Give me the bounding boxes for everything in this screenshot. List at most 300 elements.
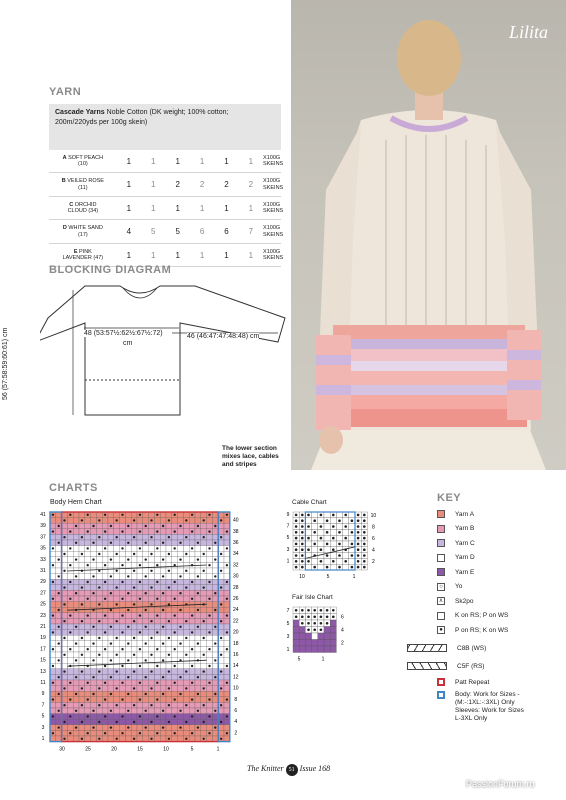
- chart-cell: [102, 551, 108, 557]
- purl-dot: [313, 566, 316, 569]
- yarn-letter: A: [62, 154, 67, 161]
- chart-cell: [125, 652, 131, 658]
- chart-cell: [137, 691, 143, 697]
- chart-cell: [183, 680, 189, 686]
- sleeve-dimension: 46 (46:47:47:48:48) cm: [187, 333, 260, 340]
- yarn-colour-name: PINK: [79, 248, 92, 255]
- chart-cell: [312, 547, 318, 553]
- yarn-row: [49, 197, 284, 220]
- chart-cell: [218, 714, 224, 720]
- purl-dot: [226, 648, 228, 650]
- key-label: P on RS; K on WS: [455, 626, 509, 634]
- chart-cell: [120, 557, 126, 563]
- yarn-quantity: 5: [151, 227, 156, 236]
- purl-dot: [214, 558, 216, 560]
- purl-dot: [92, 542, 94, 544]
- chart-cell: [224, 725, 230, 731]
- purl-dot: [156, 530, 158, 532]
- chart-cell: [154, 518, 160, 524]
- chart-cell: [125, 686, 131, 692]
- chart-cell: [91, 579, 97, 585]
- chart-cell: [137, 674, 143, 680]
- yarn-row: [49, 150, 284, 173]
- chart-cell: [293, 646, 299, 653]
- chart-tick-label: 2: [372, 559, 375, 566]
- chart-cell: [166, 663, 172, 669]
- purl-dot: [197, 525, 199, 527]
- purl-dot: [133, 586, 135, 588]
- chart-cell: [166, 562, 172, 568]
- purl-dot: [162, 558, 164, 560]
- purl-dot: [81, 603, 83, 605]
- chart-cell: [73, 630, 79, 636]
- purl-dot: [203, 586, 205, 588]
- chart-cell: [114, 579, 120, 585]
- chart-cell: [85, 574, 91, 580]
- chart-cell: [160, 736, 166, 742]
- chart-cell: [120, 540, 126, 546]
- chart-cell: [125, 618, 131, 624]
- chart-cell: [120, 534, 126, 540]
- purl-dot: [295, 537, 298, 540]
- chart-cell: [79, 697, 85, 703]
- yarn-quantity: 1: [248, 156, 254, 166]
- chart-cell: [131, 579, 137, 585]
- purl-dot: [332, 560, 335, 563]
- chart-cell: [154, 674, 160, 680]
- chart-cell: [212, 652, 218, 658]
- chart-tick-label: 21: [40, 624, 46, 630]
- chart-cell: [172, 725, 178, 731]
- chart-cell: [201, 641, 207, 647]
- purl-dot: [185, 586, 187, 588]
- yarn-name: [49, 249, 117, 262]
- purl-dot: [208, 715, 210, 717]
- purl-dot: [133, 687, 135, 689]
- key-label: Yo: [455, 583, 463, 590]
- chart-cell: [85, 602, 91, 608]
- chart-cell: [166, 646, 172, 652]
- chart-tick-label: 35: [40, 545, 46, 552]
- chart-cell: [131, 557, 137, 563]
- purl-dot: [338, 543, 341, 546]
- purl-dot: [150, 704, 152, 706]
- chart-cell: [67, 652, 73, 658]
- purl-dot: [75, 525, 77, 527]
- chart-cell: [50, 585, 56, 591]
- chart-cell: [154, 585, 160, 591]
- chart-cell: [166, 680, 172, 686]
- chart-cell: [305, 529, 311, 535]
- chart-cell: [67, 574, 73, 580]
- purl-dot: [301, 615, 304, 618]
- chart-cell: [67, 618, 73, 624]
- chart-tick-label: 1: [216, 746, 220, 753]
- chart-tick-label: 1: [286, 558, 290, 565]
- chart-cell: [154, 568, 160, 574]
- chart-cell: [324, 627, 330, 634]
- purl-dot: [75, 592, 77, 594]
- chart-tick-label: 9: [286, 512, 290, 518]
- purl-dot: [110, 710, 112, 712]
- chart-cell: [218, 613, 224, 619]
- chart-cell: [343, 564, 349, 570]
- chart-cell: [207, 652, 213, 658]
- chart-cell: [137, 635, 143, 641]
- purl-dot: [220, 620, 222, 622]
- chart-tick-label: 26: [233, 596, 239, 602]
- chart-cell: [189, 736, 195, 742]
- chart-cell: [79, 714, 85, 720]
- chart-cell: [183, 646, 189, 652]
- purl-dot: [81, 586, 83, 588]
- purl-dot: [191, 698, 193, 700]
- purl-dot: [92, 676, 94, 678]
- chart-cell: [178, 546, 184, 552]
- chart-cell: [330, 620, 336, 627]
- purl-dot: [185, 738, 187, 740]
- purl-dot: [185, 637, 187, 639]
- yarn-unit: [263, 154, 284, 168]
- purl-dot: [174, 732, 176, 734]
- chart-cell: [154, 669, 160, 675]
- chart-cell: [108, 686, 114, 692]
- purl-dot: [81, 553, 83, 555]
- chart-cell: [73, 680, 79, 686]
- chart-cell: [178, 585, 184, 591]
- chart-cell: [56, 669, 62, 675]
- chart-cell: [224, 557, 230, 563]
- purl-dot: [116, 721, 118, 723]
- key-item: [437, 676, 489, 688]
- purl-dot: [127, 592, 129, 594]
- purl-dot: [332, 609, 335, 612]
- chart-cell: [195, 652, 201, 658]
- chart-cell: [137, 551, 143, 557]
- chart-cell: [96, 590, 102, 596]
- purl-dot: [92, 592, 94, 594]
- chart-cell: [224, 568, 230, 574]
- chart-cell: [149, 546, 155, 552]
- chart-cell: [137, 624, 143, 630]
- chart-cell: [108, 596, 114, 602]
- key-label: Yarn A: [455, 510, 475, 518]
- purl-dot: [320, 548, 323, 551]
- chart-cell: [102, 534, 108, 540]
- purl-dot: [301, 566, 304, 569]
- purl-dot: [104, 614, 106, 616]
- purl-dot: [75, 558, 77, 560]
- purl-dot: [63, 536, 65, 538]
- yarn-name: [49, 225, 117, 238]
- chart-cell: [195, 529, 201, 535]
- chart-cell: [178, 596, 184, 602]
- chart-cell: [183, 579, 189, 585]
- purl-dot: [52, 614, 54, 616]
- chart-tick-label: 16: [233, 652, 239, 658]
- chart-cell: [56, 652, 62, 658]
- purl-dot: [58, 726, 60, 728]
- purl-dot: [168, 586, 170, 588]
- purl-dot: [214, 525, 216, 527]
- purl-dot: [332, 537, 335, 540]
- chart-cell: [125, 551, 131, 557]
- chart-cell: [172, 602, 178, 608]
- purl-dot: [226, 581, 228, 583]
- purl-dot: [168, 721, 170, 723]
- chart-tick-label: 6: [234, 708, 238, 714]
- purl-dot: [145, 609, 147, 611]
- chart-cell: [56, 546, 62, 552]
- purl-dot: [168, 536, 170, 538]
- chart-cell: [62, 596, 68, 602]
- chart-cell: [207, 590, 213, 596]
- chart-cell: [114, 641, 120, 647]
- chart-tick-label: 14: [233, 663, 239, 670]
- chart-cell: [195, 613, 201, 619]
- chart-cell: [178, 652, 184, 658]
- chart-cell: [293, 640, 299, 647]
- purl-dot: [121, 665, 123, 667]
- purl-dot: [185, 687, 187, 689]
- chart-cell: [218, 630, 224, 636]
- chart-cell: [212, 568, 218, 574]
- chart-cell: [149, 579, 155, 585]
- purl-dot: [104, 564, 106, 566]
- footer: [247, 764, 330, 776]
- purl-dot: [156, 665, 158, 667]
- chart-cell: [330, 529, 336, 535]
- chart-cell: [160, 663, 166, 669]
- chart-cell: [96, 557, 102, 563]
- purl-dot: [203, 553, 205, 555]
- purl-dot: [69, 715, 71, 717]
- yarn-name: [49, 202, 117, 215]
- purl-dot: [87, 581, 89, 583]
- purl-dot: [168, 620, 170, 622]
- chart-cell: [131, 663, 137, 669]
- purl-dot: [150, 586, 152, 588]
- purl-dot: [220, 586, 222, 588]
- chart-cell: [183, 630, 189, 636]
- chart-cell: [201, 708, 207, 714]
- chart-cell: [212, 551, 218, 557]
- key-item: [437, 660, 484, 672]
- purl-dot: [179, 726, 181, 728]
- purl-dot: [139, 564, 141, 566]
- chart-cell: [189, 518, 195, 524]
- chart-cell: [172, 669, 178, 675]
- chart-tick-label: 36: [233, 540, 239, 546]
- purl-dot: [185, 519, 187, 521]
- chart-cell: [201, 607, 207, 613]
- key-item: [437, 642, 486, 654]
- purl-dot: [127, 626, 129, 628]
- chart-cell: [189, 557, 195, 563]
- purl-dot: [87, 530, 89, 532]
- purl-dot: [104, 698, 106, 700]
- page-number: 51: [286, 764, 298, 776]
- chart-cell: [67, 669, 73, 675]
- purl-dot: [226, 514, 228, 516]
- chart-cell: [143, 736, 149, 742]
- purl-dot: [156, 564, 158, 566]
- chart-cell: [125, 596, 131, 602]
- chart-cell: [195, 585, 201, 591]
- purl-dot: [81, 687, 83, 689]
- chart-cell: [85, 618, 91, 624]
- purl-dot: [338, 519, 341, 522]
- chart-cell: [154, 691, 160, 697]
- chart-cell: [166, 630, 172, 636]
- chart-cell: [102, 736, 108, 742]
- chart-cell: [85, 669, 91, 675]
- purl-dot: [313, 622, 316, 625]
- chart-cell: [120, 686, 126, 692]
- chart-cell: [125, 546, 131, 552]
- chart-cell: [189, 568, 195, 574]
- chart-cell: [201, 630, 207, 636]
- chart-cell: [62, 714, 68, 720]
- chart-cell: [56, 602, 62, 608]
- chart-cell: [207, 551, 213, 557]
- chart-cell: [73, 529, 79, 535]
- purl-dot: [156, 732, 158, 734]
- chart-cell: [91, 697, 97, 703]
- chart-cell: [73, 562, 79, 568]
- chart-cell: [224, 607, 230, 613]
- chart-cell: [120, 624, 126, 630]
- purl-dot: [214, 609, 216, 611]
- purl-dot: [104, 665, 106, 667]
- purl-dot: [301, 531, 304, 534]
- unit-line: X100G: [263, 248, 281, 255]
- purl-dot: [110, 575, 112, 577]
- chart-cell: [125, 585, 131, 591]
- purl-dot: [98, 704, 100, 706]
- purl-dot: [208, 648, 210, 650]
- chart-cell: [56, 529, 62, 535]
- chart-cell: [85, 691, 91, 697]
- chart-cell: [201, 714, 207, 720]
- chart-cell: [312, 646, 318, 653]
- chart-cell: [85, 551, 91, 557]
- chart-cell: [172, 574, 178, 580]
- purl-dot: [220, 519, 222, 521]
- chart-cell: [131, 512, 137, 518]
- purl-dot: [156, 648, 158, 650]
- purl-dot: [174, 715, 176, 717]
- purl-dot: [150, 536, 152, 538]
- chart-cell: [50, 534, 56, 540]
- chart-tick-label: 10: [370, 512, 377, 519]
- purl-dot: [121, 564, 123, 566]
- purl-dot: [357, 525, 360, 528]
- purl-dot: [191, 547, 193, 549]
- purl-dot: [58, 693, 60, 695]
- purl-dot: [133, 620, 135, 622]
- purl-dot: [226, 631, 228, 633]
- purl-dot: [208, 665, 210, 667]
- chart-tick-label: 12: [233, 674, 239, 681]
- chart-cell: [330, 633, 336, 640]
- purl-dot: [104, 514, 106, 516]
- chart-cell: [73, 579, 79, 585]
- chart-cell: [224, 574, 230, 580]
- chart-cell: [224, 674, 230, 680]
- chart-cell: [67, 557, 73, 563]
- purl-dot: [307, 560, 310, 563]
- chart-cell: [108, 646, 114, 652]
- purl-dot: [168, 704, 170, 706]
- chart-cell: [62, 674, 68, 680]
- chart-cell: [224, 590, 230, 596]
- purl-dot: [174, 682, 176, 684]
- chart-cell: [108, 714, 114, 720]
- chart-cell: [178, 529, 184, 535]
- purl-dot: [69, 631, 71, 633]
- chart-cell: [149, 607, 155, 613]
- chart-cell: [166, 697, 172, 703]
- chart-cell: [96, 658, 102, 664]
- chart-cell: [62, 624, 68, 630]
- chart-tick-label: 33: [40, 556, 46, 563]
- purl-dot: [92, 693, 94, 695]
- chart-cell: [125, 534, 131, 540]
- cable-chart: [283, 508, 393, 583]
- yarn-row: [49, 174, 284, 197]
- chart-cell: [73, 512, 79, 518]
- chart-cell: [207, 602, 213, 608]
- blocking-heading: BLOCKING DIAGRAM: [49, 264, 172, 276]
- purl-dot: [116, 519, 118, 521]
- chart-cell: [160, 646, 166, 652]
- chart-cell: [125, 562, 131, 568]
- chart-cell: [50, 674, 56, 680]
- purl-dot: [197, 575, 199, 577]
- chart-cell: [120, 618, 126, 624]
- chart-tick-label: 1: [352, 574, 356, 580]
- chart-cell: [149, 613, 155, 619]
- purl-dot: [174, 614, 176, 616]
- chart-cell: [96, 714, 102, 720]
- chart-cell: [293, 627, 299, 634]
- yarn-unit: [263, 225, 284, 238]
- purl-dot: [174, 547, 176, 549]
- purl-dot: [326, 519, 329, 522]
- yarn-name: [49, 178, 117, 191]
- chart-tick-label: 10: [299, 574, 305, 580]
- purl-dot: [226, 614, 228, 616]
- chart-cell: [154, 725, 160, 731]
- chart-cell: [114, 613, 120, 619]
- chart-cell: [330, 564, 336, 570]
- purl-dot: [357, 519, 360, 522]
- yarn-desc-line2: 200m/220yds per 100g skein): [55, 119, 148, 126]
- chart-cell: [79, 613, 85, 619]
- chart-cell: [160, 518, 166, 524]
- chart-cell: [56, 702, 62, 708]
- chart-tick-label: 8: [234, 696, 238, 703]
- purl-dot: [208, 682, 210, 684]
- chart-cell: [160, 534, 166, 540]
- purl-dot: [87, 564, 89, 566]
- purl-dot: [69, 614, 71, 616]
- purl-dot: [351, 543, 354, 546]
- chart-cell: [143, 546, 149, 552]
- chart-cell: [131, 714, 137, 720]
- purl-dot: [139, 648, 141, 650]
